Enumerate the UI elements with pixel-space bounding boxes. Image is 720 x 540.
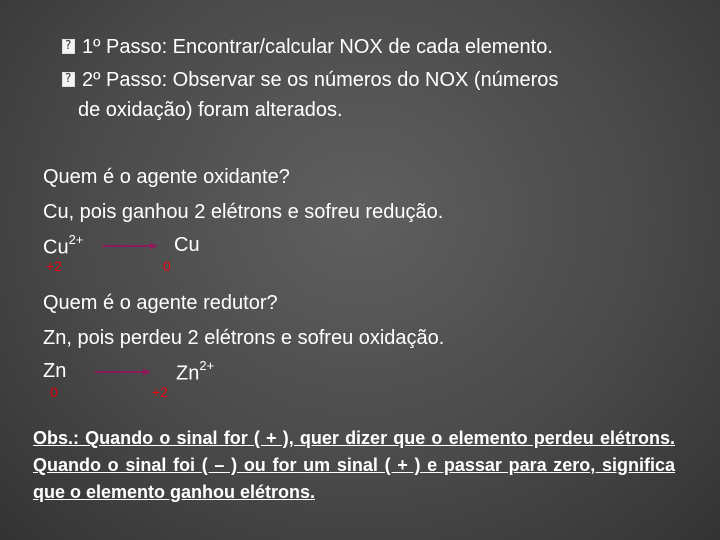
reducer-product-symbol: Zn: [176, 362, 200, 385]
reducer-nox-before: 0: [50, 384, 58, 400]
step-2-text-line-1: 2º Passo: Observar se os números do NOX (números: [82, 69, 559, 91]
oxidant-product: Cu: [174, 234, 200, 256]
observation-note: Obs.: Quando o sinal for ( + ), quer dizer que o elemento perdeu elétrons. Quando o sinal foi ( – ) ou for um sinal ( + ) e passar para zero, significa que o elemento ganhou elétrons.: [33, 428, 675, 502]
oxidant-reaction-arrow: [102, 241, 158, 251]
reducer-nox-after: +2: [152, 384, 168, 400]
oxidant-answer: Cu, pois ganhou 2 elétrons e sofreu redução.: [43, 201, 444, 223]
oxidant-nox-after: 0: [163, 258, 171, 274]
oxidant-nox-before: +2: [46, 258, 62, 274]
step-2-text-line-2: de oxidação) foram alterados.: [78, 99, 343, 121]
oxidant-reactant-charge: 2+: [68, 232, 84, 247]
reducer-answer: Zn, pois perdeu 2 elétrons e sofreu oxidação.: [43, 327, 445, 349]
reducer-reaction-arrow: [95, 367, 151, 377]
oxidant-question: Quem é o agente oxidante?: [43, 166, 290, 188]
reducer-product-charge: 2+: [199, 358, 215, 373]
reducer-reactant: Zn: [43, 360, 67, 382]
bullet-icon: [62, 72, 75, 87]
step-1-text: 1º Passo: Encontrar/calcular NOX de cada elemento.: [82, 36, 553, 58]
reducer-product: [176, 360, 214, 386]
reducer-question: Quem é o agente redutor?: [43, 292, 278, 314]
oxidant-reactant: [43, 234, 83, 260]
bullet-icon: [62, 39, 75, 54]
oxidant-reactant-symbol: Cu: [43, 236, 69, 259]
